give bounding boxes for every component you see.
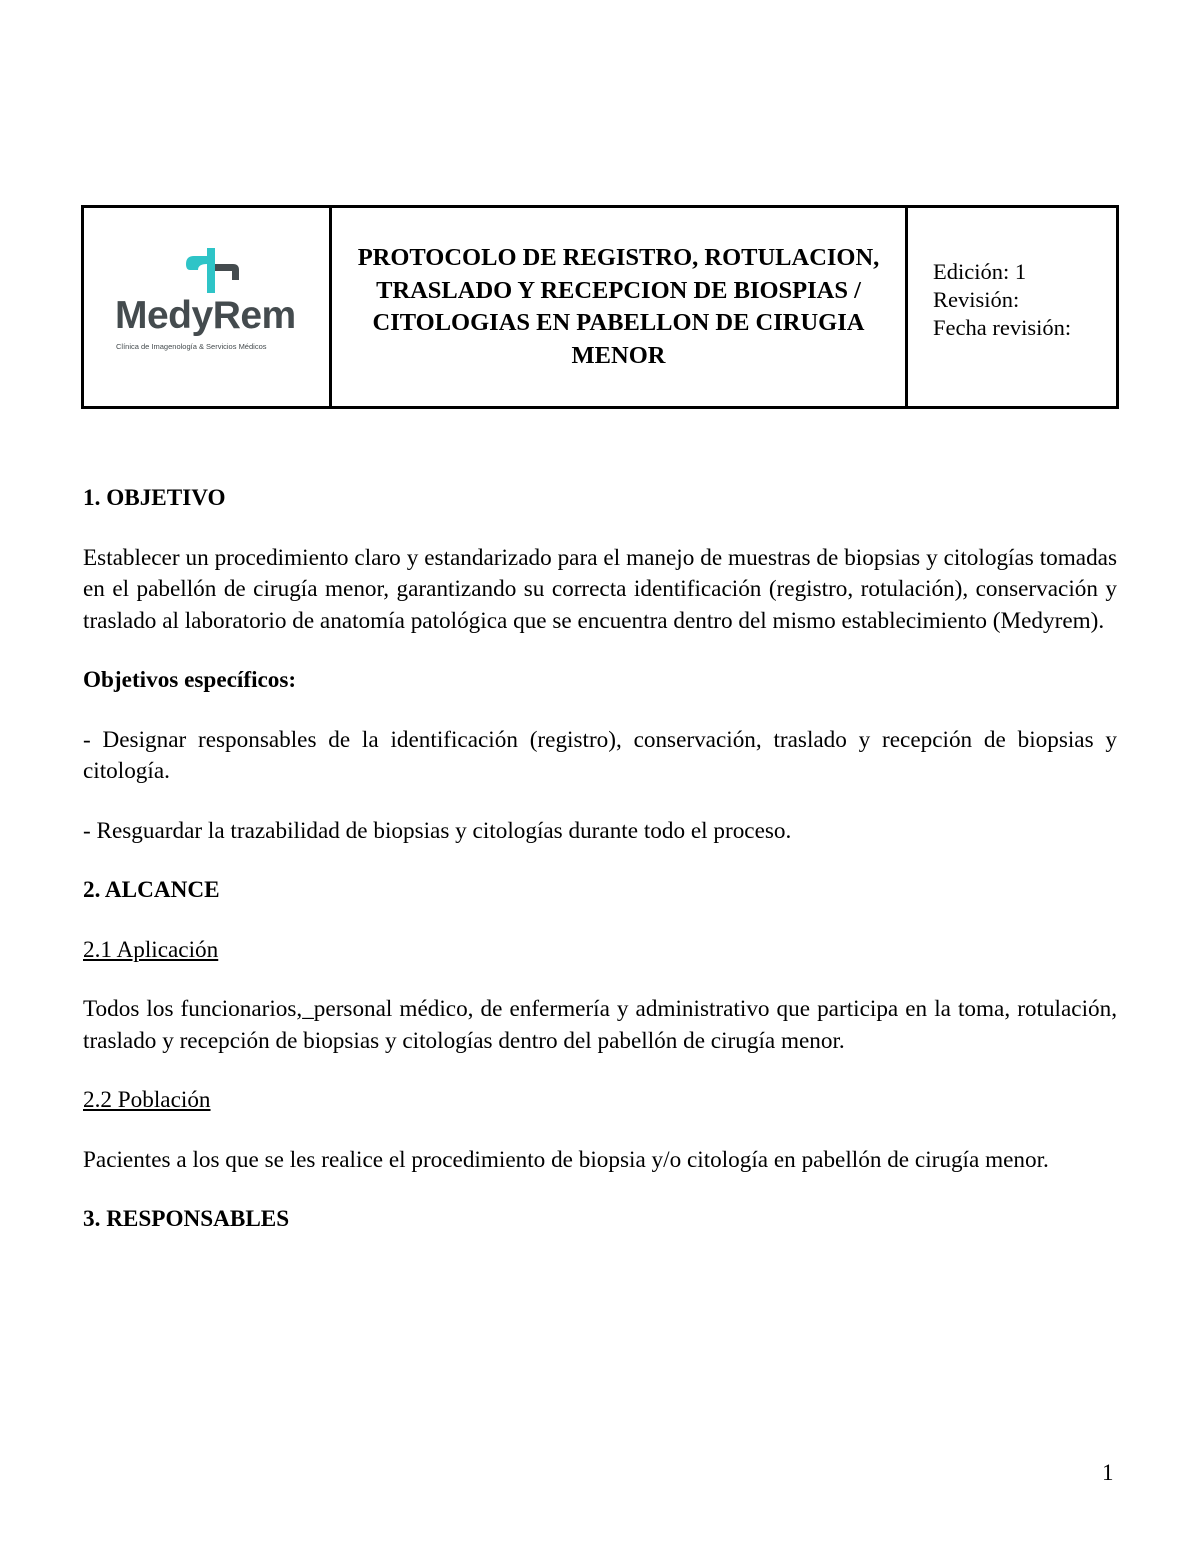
revision-info — [908, 208, 1116, 406]
document-title: PROTOCOLO DE REGISTRO, ROTULACION, TRASLADO Y RECEPCION DE BIOSPIAS / CITOLOGIAS EN PABELLON DE CIRUGIA MENOR — [332, 208, 908, 406]
logo-tagline: Clínica de Imagenología & Servicios Médicos — [116, 342, 267, 351]
edition-label: Edición: 1 — [933, 259, 1027, 284]
subsection-heading-aplicacion: 2.1 Aplicación — [83, 936, 219, 963]
logo-cell — [84, 208, 332, 406]
section-heading-alcance: 2. ALCANCE — [83, 877, 220, 903]
section-heading-responsables: 3. RESPONSABLES — [83, 1206, 290, 1232]
specific-objectives-heading: Objetivos específicos: — [83, 667, 297, 693]
specific-objective-item: - Resguardar la trazabilidad de biopsias y citologías durante todo el proceso. — [83, 817, 792, 844]
section-heading-objetivo: 1. OBJETIVO — [83, 485, 226, 511]
logo-wordmark: MedyRem — [115, 294, 296, 337]
document-header-table — [81, 205, 1119, 409]
revision-date-label: Fecha revisión: — [933, 315, 1072, 340]
specific-objective-item: - Designar responsables de la identificación (registro), conservación, traslado y recepción de biopsias y citología. — [83, 726, 1117, 784]
subsection-heading-poblacion: 2.2 Población — [83, 1087, 211, 1113]
document-body — [83, 483, 1117, 1236]
revision-label: Revisión: — [933, 287, 1020, 312]
poblacion-paragraph: Pacientes a los que se les realice el procedimiento de biopsia y/o citología en pabellón de cirugía menor. — [83, 1146, 1049, 1173]
medyrem-logo — [112, 246, 312, 356]
page-number: 1 — [1102, 1460, 1114, 1485]
aplicacion-paragraph: Todos los funcionarios,_personal médico, de enfermería y administrativo que participa en la toma, rotulación, traslado y recepción de biopsias y citologías dentro del pabellón de cirugía menor. — [83, 996, 1117, 1054]
objetivo-paragraph: Establecer un procedimiento claro y estandarizado para el manejo de muestras de biopsias y citologías tomadas en el pabellón de cirugía menor, garantizando su correcta identificación (registro, rotulación), conservación y traslado al laboratorio de anatomía patológica que se encuentra dentro del mismo establecimiento (Medyrem). — [83, 544, 1117, 634]
medical-cross-icon — [112, 246, 312, 296]
